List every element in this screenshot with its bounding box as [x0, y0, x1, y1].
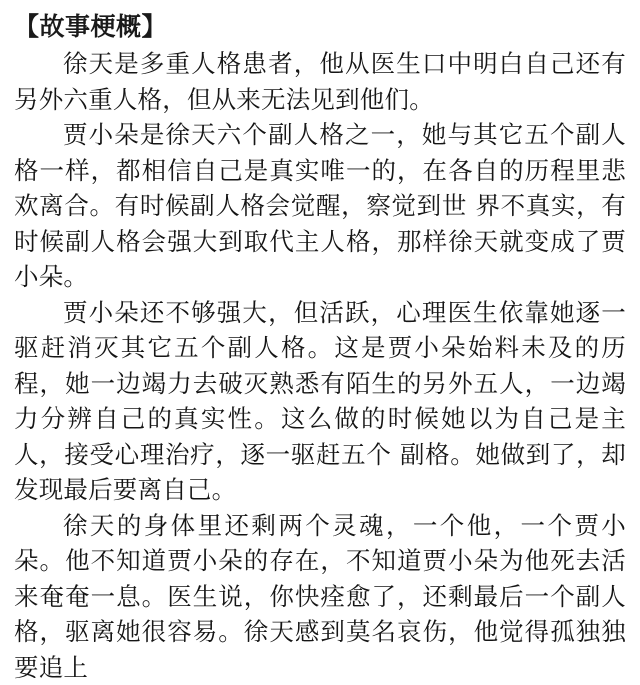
paragraph-1: 徐天是多重人格患者，他从医生口中明白自己还有另外六重人格，但从来无法见到他们。 [14, 46, 626, 117]
paragraph-4: 徐天的身体里还剩两个灵魂，一个他，一个贾小朵。他不知道贾小朵的存在，不知道贾小朵为他死去活来奄奄一息。医生说，你快痊愈了，还剩最后一个副人格，驱离她很容易。徐天感到莫名哀伤，他觉得孤独独要追上 [14, 508, 626, 685]
page-title: 【故事梗概】 [14, 10, 626, 44]
paragraph-2: 贾小朵是徐天六个副人格之一，她与其它五个副人格一样，都相信自己是真实唯一的，在各自的历程里悲欢离合。有时候副人格会觉醒，察觉到世 界不真实，有时候副人格会强大到取代主人格，那样徐天就变成了贾小朵。 [14, 117, 626, 295]
paragraph-3: 贾小朵还不够强大，但活跃，心理医生依靠她逐一驱赶消灭其它五个副人格。这是贾小朵始料未及的历程，她一边竭力去破灭熟悉有陌生的另外五人，一边竭力分辨自己的真实性。这么做的时候她以为自己是主人，接受心理治疗，逐一驱赶五个 副格。她做到了，却发现最后要离自己。 [14, 295, 626, 508]
